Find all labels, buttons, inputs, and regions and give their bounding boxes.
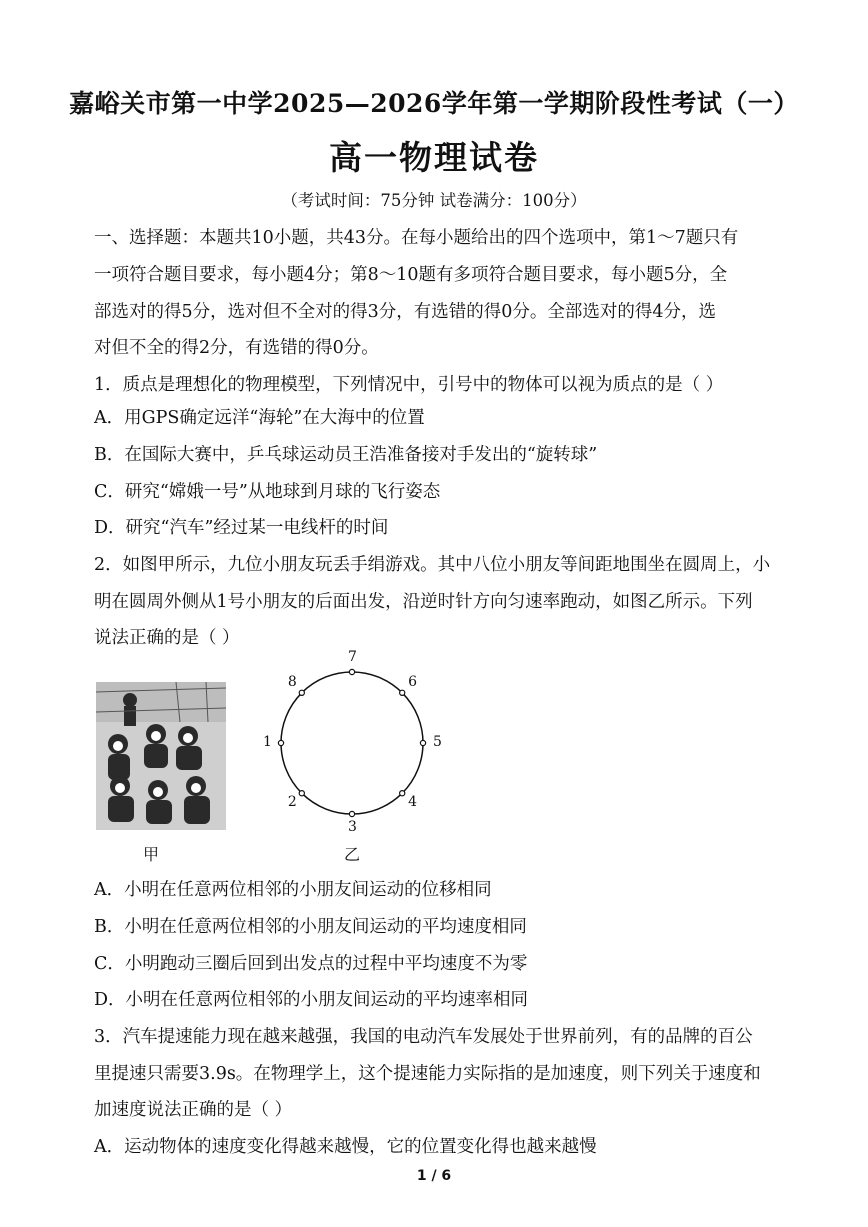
question-2-stem-line: 明在圆周外侧从1号小朋友的后面出发，沿逆时针方向匀速率跑动，如图乙所示。下列 [94,592,753,612]
figure-jia-label: 甲 [143,845,160,864]
question-1-option-c: C．研究“嫦娥一号”从地球到月球的飞行姿态 [94,482,441,502]
question-1-option-b: B．在国际大赛中，乒乓球运动员王浩准备接对手发出的“旋转球” [94,445,598,465]
question-1-stem: 1．质点是理想化的物理模型，下列情况中，引号中的物体可以视为质点的是（ ） [94,375,724,395]
question-2-stem-line: 说法正确的是（ ） [94,628,240,648]
school-title: 嘉峪关市第一中学2025—2026学年第一学期阶段性考试（一） [69,89,799,118]
question-3-stem-line: 3．汽车提速能力现在越来越强，我国的电动汽车发展处于世界前列，有的品牌的百公 [94,1027,753,1047]
question-2-stem-line: 2．如图甲所示，九位小朋友玩丢手绢游戏。其中八位小朋友等间距地围坐在圆周上，小 [94,555,771,575]
question-3-stem-line: 加速度说法正确的是（ ） [94,1100,293,1120]
circle-node-dots [278,669,425,816]
question-2-option-d: D．小明在任意两位相邻的小朋友间运动的平均速率相同 [94,990,529,1010]
section-intro-line: 一项符合题目要求，每小题4分；第8～10题有多项符合题目要求，每小题5分，全 [94,265,728,285]
question-1-option-d: D．研究“汽车”经过某一电线杆的时间 [94,518,389,538]
circle-node-dot [349,669,354,674]
circle-node-dot [400,690,405,695]
circle-node-dot [420,740,425,745]
question-2-option-c: C．小明跑动三圈后回到出发点的过程中平均速度不为零 [94,954,528,974]
exam-info: （考试时间：75分钟 试卷满分：100分） [281,191,587,210]
circle-node-label: 1 [263,734,272,750]
circle-node-dot [349,811,354,816]
circle-node-label: 3 [348,819,357,835]
circle-node-label: 5 [433,734,442,750]
question-2-option-a: A．小明在任意两位相邻的小朋友间运动的位移相同 [94,880,492,900]
figure-yi-label: 乙 [344,845,361,864]
question-2-option-b: B．小明在任意两位相邻的小朋友间运动的平均速度相同 [94,917,527,937]
section-intro-line: 部选对的得5分，选对但不全对的得3分，有选错的得0分。全部选对的得4分，选 [94,302,717,322]
figure-jia-image [96,682,226,830]
circle-node-dot [400,791,405,796]
circle-node-dot [299,690,304,695]
circle-node-dot [299,791,304,796]
circle-node-label: 4 [408,794,418,811]
circle-node-label: 6 [408,673,418,690]
circle-node-label: 2 [287,794,297,811]
section-intro-line: 一、选择题：本题共10小题，共43分。在每小题给出的四个选项中，第1～7题只有 [94,228,739,248]
question-1-option-a: A．用GPS确定远洋“海轮”在大海中的位置 [94,408,425,428]
paper-title: 高一物理试卷 [329,138,539,177]
question-3-option-a: A．运动物体的速度变化得越来越慢，它的位置变化得也越来越慢 [94,1137,597,1157]
circle-node-label: 7 [348,649,357,665]
section-intro-line: 对但不全的得2分，有选错的得0分。 [94,338,379,358]
circle-node-label: 8 [287,673,297,690]
question-3-stem-line: 里提速只需要3.9s。在物理学上，这个提速能力实际指的是加速度，则下列关于速度和 [94,1064,761,1084]
page-number: 1 / 6 [416,1168,452,1184]
children-illustration [96,682,226,830]
circle-node-dot [278,740,283,745]
